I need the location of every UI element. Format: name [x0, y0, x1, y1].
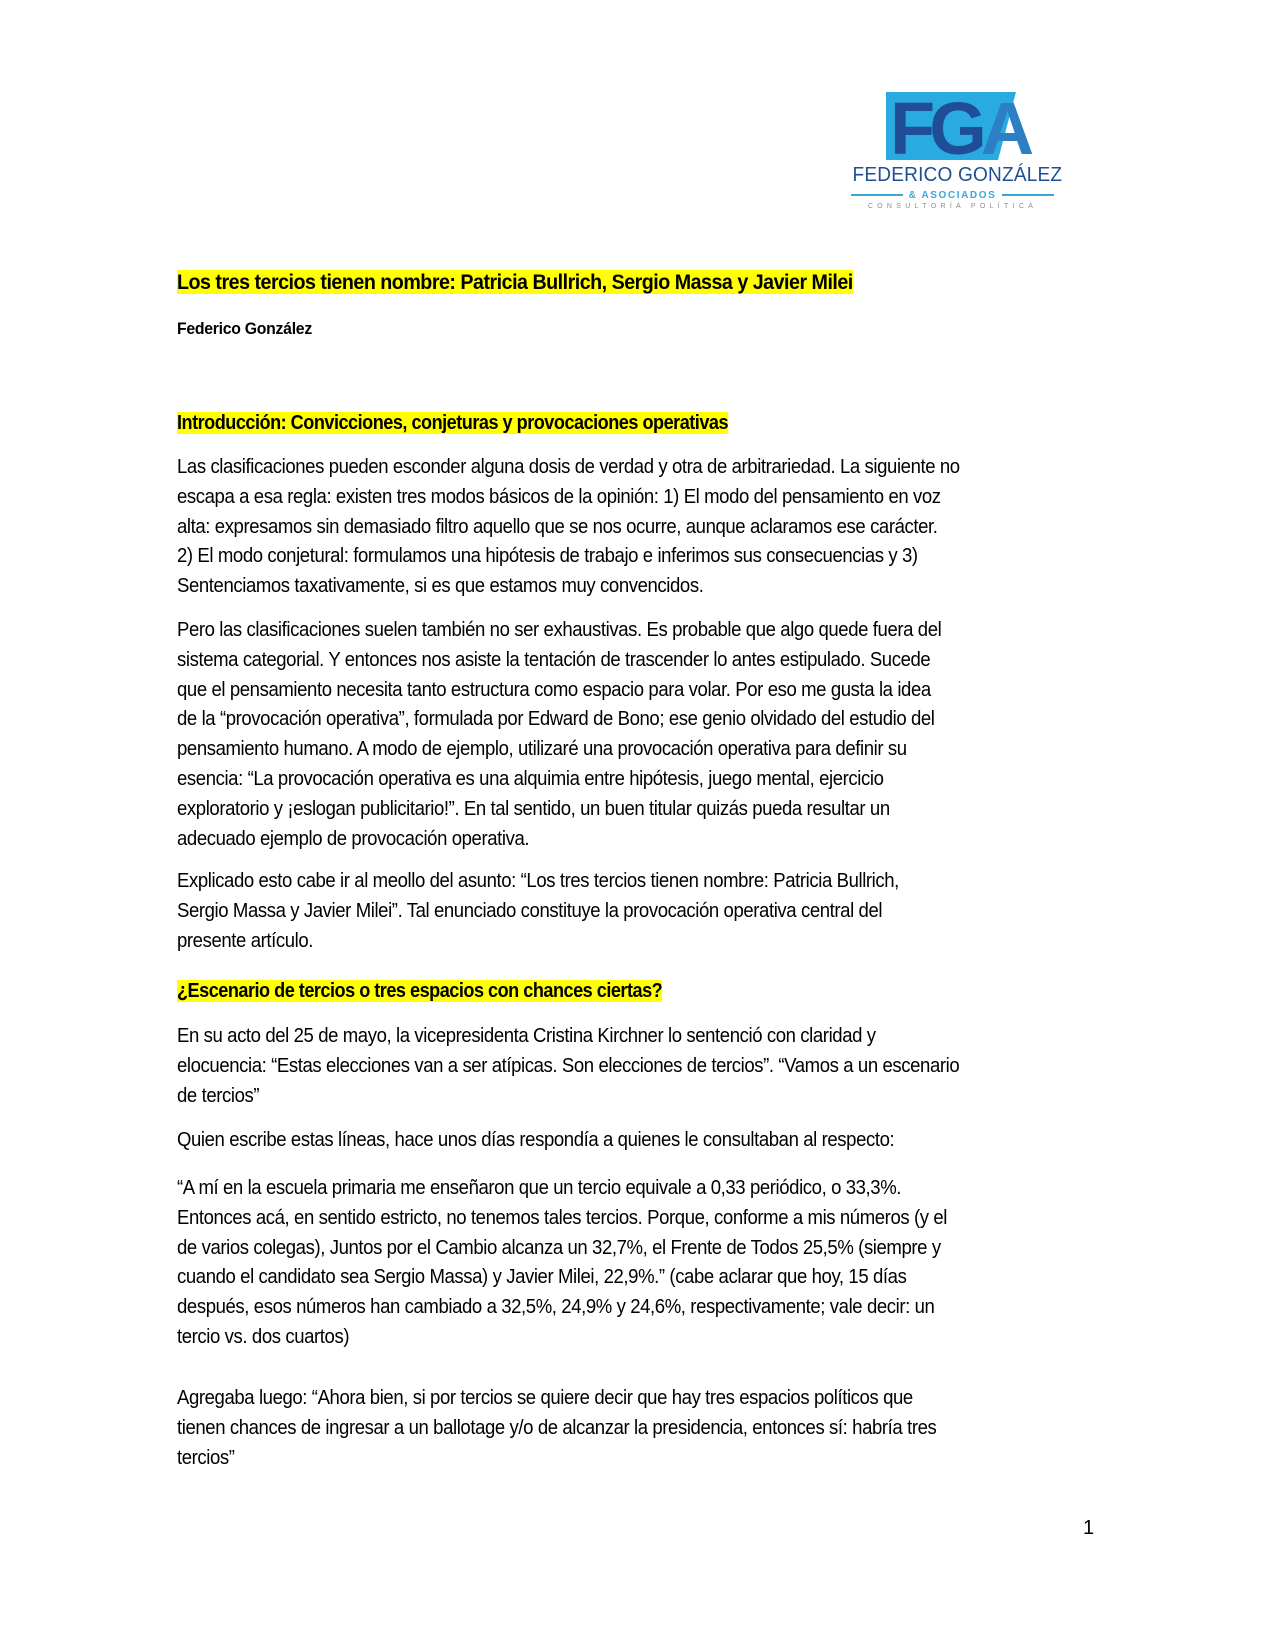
paragraph-line: elocuencia: “Estas elecciones van a ser atípicas. Son elecciones de tercios”. “Vamos a un escenario	[177, 1053, 960, 1077]
logo-rule-left	[851, 194, 903, 196]
paragraph-line: cuando el candidato sea Sergio Massa) y Javier Milei, 22,9%.” (cabe aclarar que hoy, 15 días	[177, 1265, 907, 1289]
section-heading-tercios	[177, 977, 662, 1005]
logo-subtitle-text: & ASOCIADOS	[908, 189, 997, 201]
logo-company-name: FEDERICO GONZÁLEZ	[852, 163, 1063, 186]
paragraph-line: adecuado ejemplo de provocación operativa.	[177, 826, 530, 850]
logo-mark-letter-a: A	[980, 87, 1029, 170]
paragraph-line: tercios”	[177, 1445, 235, 1469]
paragraph	[177, 1125, 1096, 1155]
paragraph-line: Quien escribe estas líneas, hace unos días respondía a quienes le consultaban al respecto:	[177, 1128, 895, 1151]
paragraph-line: sistema categorial. Y entonces nos asiste la tentación de trascender lo antes estipulado. Sucede	[177, 647, 931, 671]
paragraph-line: Las clasificaciones pueden esconder alguna dosis de verdad y otra de arbitrariedad. La siguiente no	[177, 455, 960, 478]
paragraph-line: 2) El modo conjetural: formulamos una hipótesis de trabajo e inferimos sus consecuencias y 3)	[177, 544, 918, 568]
paragraph-line: “A mí en la escuela primaria me enseñaron que un tercio equivale a 0,33 periódico, o 33,3%.	[177, 1176, 902, 1199]
paragraph-line: presente artículo.	[177, 928, 314, 952]
paragraph	[177, 1383, 1096, 1472]
paragraph	[177, 866, 1096, 955]
paragraph-line: Sentenciamos taxativamente, si es que estamos muy convencidos.	[177, 574, 704, 598]
paragraph-line: En su acto del 25 de mayo, la vicepresidenta Cristina Kirchner lo sentenció con claridad y	[177, 1024, 876, 1047]
paragraph-line: Pero las clasificaciones suelen también no ser exhaustivas. Es probable que algo quede fuera del	[177, 618, 942, 641]
paragraph-line: de varios colegas), Juntos por el Cambio alcanza un 32,7%, el Frente de Todos 25,5% (siempre y	[177, 1235, 941, 1259]
logo-rule-right	[1002, 194, 1054, 196]
logo-mark-fg	[890, 87, 1033, 170]
paragraph-line: Entonces acá, en sentido estricto, no tenemos tales tercios. Porque, conforme a mis números (y el	[177, 1205, 947, 1229]
section-heading-intro	[177, 409, 728, 437]
paragraph-line: de la “provocación operativa”, formulada por Edward de Bono; ese genio olvidado del estudio del	[177, 707, 935, 731]
paragraph	[177, 452, 1096, 601]
paragraph-line: escapa a esa regla: existen tres modos básicos de la opinión: 1) El modo del pensamiento en voz	[177, 484, 941, 508]
fga-logo-mark-icon	[886, 87, 1029, 170]
paragraph-line: que el pensamiento necesita tanto estructura como espacio para volar. Por eso me gusta la idea	[177, 677, 931, 701]
paragraph-line: pensamiento humano. A modo de ejemplo, utilizaré una provocación operativa para definir su	[177, 737, 907, 761]
section-heading-text: ¿Escenario de tercios o tres espacios con chances ciertas?	[177, 980, 663, 1002]
document-author: Federico González	[177, 319, 312, 338]
fga-logo	[845, 87, 1063, 217]
paragraph-line: de tercios”	[177, 1083, 260, 1107]
logo-tagline: CONSULTORÍA POLÍTICA	[867, 203, 1038, 210]
paragraph-line: esencia: “La provocación operativa es una alquimia entre hipótesis, juego mental, ejercicio	[177, 766, 884, 790]
paragraph	[177, 615, 1096, 853]
paragraph-line: tercio vs. dos cuartos)	[177, 1324, 350, 1348]
paragraph-line: después, esos números han cambiado a 32,5%, 24,9% y 24,6%, respectivamente; vale decir: un	[177, 1295, 935, 1319]
logo-subtitle	[845, 188, 1060, 202]
paragraph-line: alta: expresamos sin demasiado filtro aquello que se nos ocurre, aunque aclaramos ese carácter.	[177, 514, 938, 538]
paragraph	[177, 1173, 1096, 1352]
paragraph-line: tienen chances de ingresar a un ballotage y/o de alcanzar la presidencia, entonces sí: habría tres	[177, 1415, 937, 1439]
paragraph	[177, 1021, 1096, 1110]
paragraph-line: exploratorio y ¡eslogan publicitario!”. En tal sentido, un buen titular quizás pueda resultar un	[177, 796, 890, 820]
page-number: 1	[1083, 1517, 1095, 1539]
document-title-text: Los tres tercios tienen nombre: Patricia Bullrich, Sergio Massa y Javier Milei	[177, 270, 853, 294]
document-title	[177, 268, 853, 297]
paragraph-line: Agregaba luego: “Ahora bien, si por tercios se quiere decir que hay tres espacios políticos que	[177, 1386, 913, 1409]
section-heading-text: Introducción: Convicciones, conjeturas y provocaciones operativas	[177, 412, 729, 434]
paragraph-line: Sergio Massa y Javier Milei”. Tal enunciado constituye la provocación operativa central del	[177, 898, 883, 922]
logo-mark-letters-fg: FG	[890, 87, 981, 170]
paragraph-line: Explicado esto cabe ir al meollo del asunto: “Los tres tercios tienen nombre: Patricia Bullrich,	[177, 869, 899, 892]
